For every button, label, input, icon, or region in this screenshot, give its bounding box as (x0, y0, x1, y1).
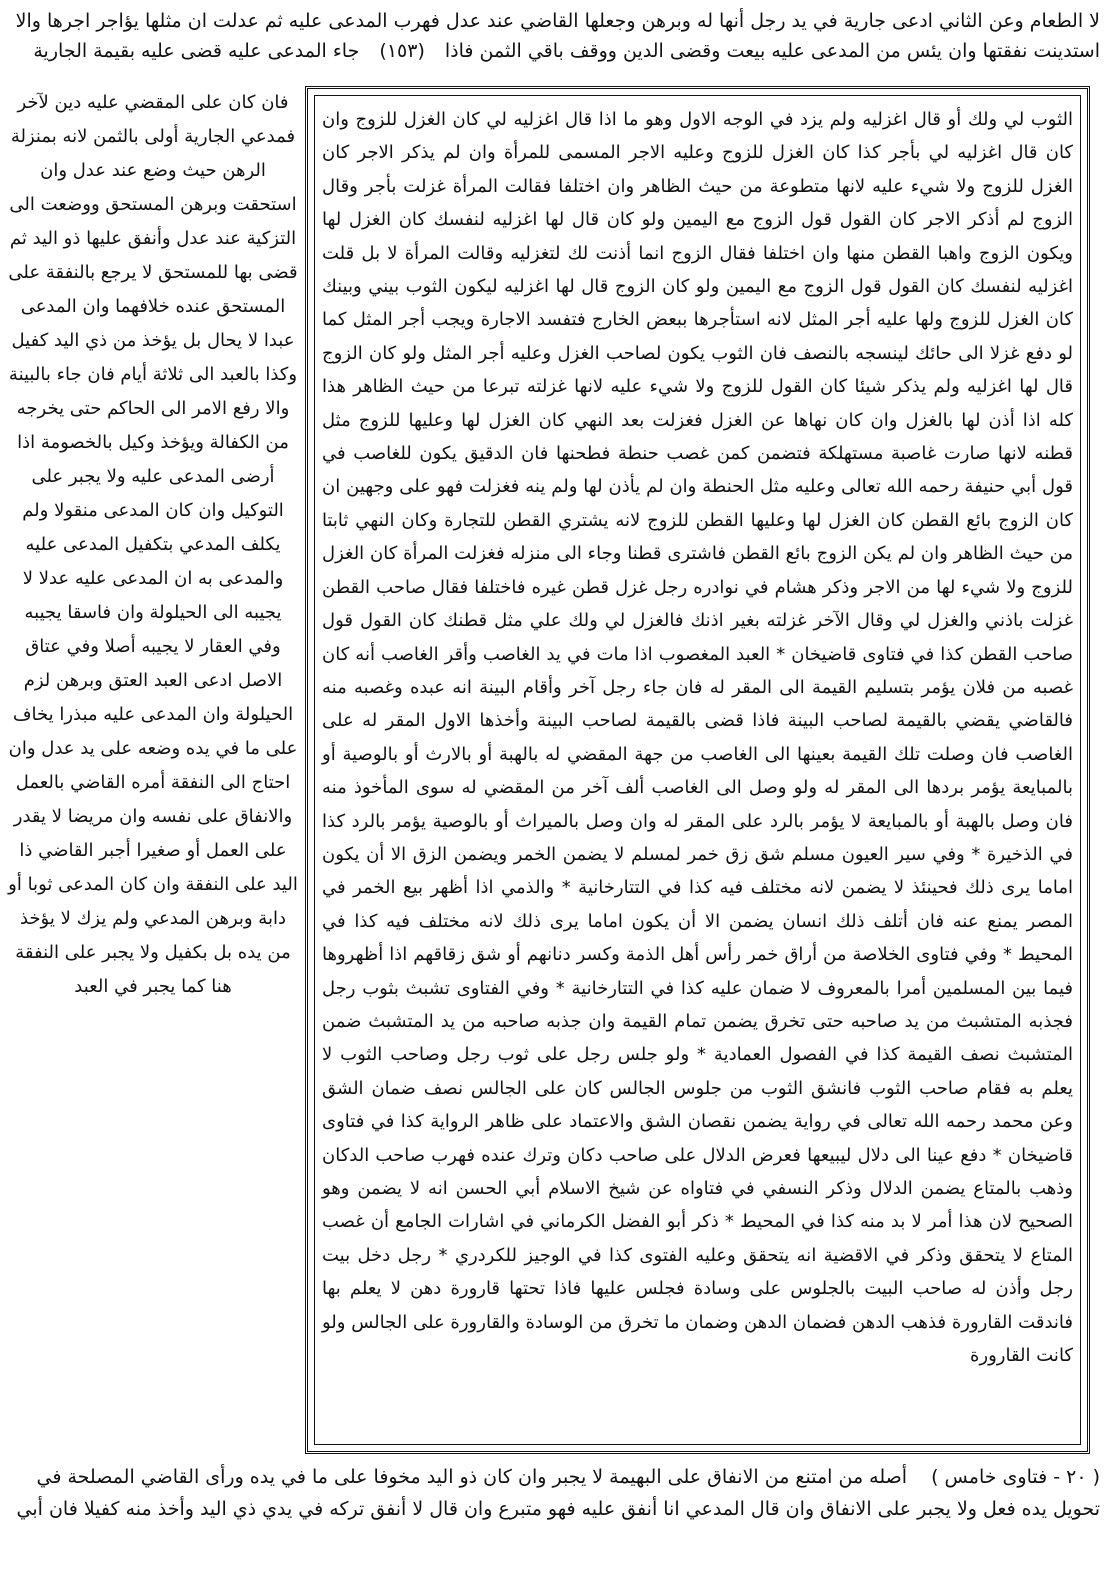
footer-line-1 (36, 1462, 1100, 1492)
main-paragraph: الثوب لي ولك أو قال اغزليه ولم يزد في الوجه الاول وهو ما اذا قال اغزليه لي كان الغزل للزوج وان كان قال اغزليه لي بأجر كذا كان الغزل للزوج وعليه الاجر المسمى للمرأة وان لم يذكر الاجر كان الغزل للزوج ولا شيء عليه لانها متطوعة من حيث الظاهر وان اختلفا فقالت المرأة غزلت بأجر وقال الزوج لم أذكر الاجر كان القول قول الزوج مع اليمين ولو كان قال لها اغزليه لنفسك كان الغزل لها ويكون الزوج واهبا القطن منها وان اختلفا فقال الزوج انما أذنت لك لتغزليه وقالت المرأة لا بل قلت اغزليه لنفسك كان القول قول الزوج مع اليمين ولو كان الزوج قال لها اغزليه ليكون الثوب بيني وبينك كان الغزل للزوج ولها عليه أجر المثل لانه استأجرها ببعض الخارج فتفسد الاجارة ويجب أجر المثل كما لو دفع غزلا الى حائك لينسجه بالنصف فان الثوب يكون لصاحب الغزل وعليه أجر المثل ولو كان الزوج قال لها اغزليه ولم يذكر شيئا كان القول للزوج ولا شيء عليه لانها غزلته تبرعا من حيث الظاهر هذا كله اذا أذن لها بالغزل وان كان نهاها عن الغزل فغزلت بعد النهي كان الغزل لها وعليها للزوج مثل قطنه لانها صارت غاصبة مستهلكة فتضمن كمن غصب حنطة فطحنها فان الدقيق يكون للغاصب في قول أبي حنيفة رحمه الله تعالى وعليه مثل الحنطة وان لم يأذن لها ولم ينه فغزلت فهو على وجهين ان كان الزوج بائع القطن كان الغزل لها وعليها القطن للزوج لانه يشتري القطن للتجارة وكان النهي ثابتا من حيث الظاهر وان لم يكن الزوج بائع القطن فاشترى قطنا وجاء الى منزله فغزلت المرأة كان الغزل للزوج ولا شيء لها من الاجر وذكر هشام في نوادره رجل غزل قطن غيره فاختلفا فقال صاحب القطن غزلت باذني والغزل لي وقال الآخر غزلته بغير اذنك فالغزل لي ولك علي مثل قطنك كان القول قول صاحب القطن كذا في فتاوى قاضيخان * العبد المغصوب اذا مات في يد الغاصب وأقر الغاصب أنه كان غصبه من فلان يؤمر بتسليم القيمة الى المقر له فان جاء رجل آخر وأقام البينة انه عبده وغصبه منه فالقاضي يقضي بالقيمة لصاحب البينة فاذا قضى بالقيمة لصاحب البينة وأخذها الاول المقر له على الغاصب فان وصلت تلك القيمة بعينها الى الغاصب من جهة المقضي له بالهبة أو بالارث أو بالوصية أو بالمبايعة يؤمر بردها الى المقر له ولو وصل الى الغاصب ألف آخر من المقضي له سوى المأخوذ منه فان وصل بالهبة أو بالمبايعة لا يؤمر بالرد على المقر له وان وصل بالميراث أو بالوصية يؤمر بالرد كذا في الذخيرة * وفي سير العيون مسلم شق زق خمر لمسلم لا يضمن الخمر ويضمن الزق الا أن يكون اماما يرى ذلك فحينئذ لا يضمن لانه مختلف فيه كذا في التتارخانية * والذمي اذا أظهر بيع الخمر في المصر يمنع عنه فان أتلف ذلك انسان يضمن الا أن يكون اماما يرى ذلك لانه مختلف فيه كذا في المحيط * وفي فتاوى الخلاصة من أراق خمر رأس أهل الذمة وكسر دنانهم أو شق زقاقهم اذا أظهروها فيما بين المسلمين أمرا بالمعروف لا ضمان عليه كذا في التتارخانية * وفي الفتاوى تشبث بثوب رجل فجذبه المتشبث من يد صاحبه حتى تخرق يضمن تمام القيمة وان جذبه صاحبه من يد المتشبث ضمن المتشبث نصف القيمة كذا في الفصول العمادية * ولو جلس رجل على ثوب رجل وصاحب الثوب لا يعلم به فقام صاحب الثوب فانشق الثوب من جلوس الجالس كان على الجالس نصف ضمان الشق وعن محمد رحمه الله تعالى في رواية يضمن نقصان الشق والاعتماد على ظاهر الرواية كذا في فتاوى قاضيخان * دفع عينا الى دلال ليبيعها فعرض الدلال على صاحب دكان وترك عنده فهرب صاحب الدكان وذهب بالمتاع يضمن الدلال وذكر النسفي في فتاواه عن شيخ الاسلام أبي الحسن انه لا يضمن وهو الصحيح لان هذا أمر لا بد منه كذا في المحيط * ذكر أبو الفضل الكرماني في اشارات الجامع أن غصب المتاع لا يتحقق وذكر في الاقضية انه يتحقق وعليه الفتوى كذا في الوجيز للكردري * رجل دخل بيت رجل وأذن له صاحب البيت بالجلوس على وسادة فجلس عليها فاذا تحتها قارورة دهن لا يعلم بها فاندقت القارورة فذهب الدهن فضمان الدهن وضمان ما تخرق من الوسادة والقارورة على الجالس ولو كانت القارورة (322, 109, 1073, 1367)
printer-signature: ( ٢٠ - فتاوى خامس ) (931, 1466, 1100, 1488)
margin-paragraph: فان كان على المقضي عليه دين لآخر فمدعي الجارية أولى بالثمن لانه بمنزلة الرهن حيث وضع عند عدل وان استحقت وبرهن المستحق ووضعت الى التزكية عند عدل وأنفق عليها ذو اليد ثم قضى بها للمستحق لا يرجع بالنفقة على المستحق عنده خلافهما وان المدعى عبدا لا يحال بل يؤخذ من ذي اليد كفيل وكذا بالعبد الى ثلاثة أيام فان جاء بالبينة والا رفع الامر الى الحاكم حتى يخرجه من الكفالة ويؤخذ وكيل بالخصومة اذا أرضى المدعى عليه ولا يجبر على التوكيل وان كان المدعى منقولا ولم يكلف المدعي بتكفيل المدعى عليه والمدعى به ان المدعى عليه عدلا لا يجيبه الى الحيلولة وان فاسقا يجيبه وفي العقار لا يجيبه أصلا وفي عتاق الاصل ادعى العبد العتق وبرهن لزم الحيلولة وان المدعى عليه مبذرا يخاف على ما في يده وضعه على يد عدل وان احتاج الى النفقة أمره القاضي بالعمل والانفاق على نفسه وان مريضا لا يقدر على العمل أو صغيرا أجبر القاضي ذا اليد على النفقة وان كان المدعى ثوبا أو دابة وبرهن المدعي ولم يزك لا يؤخذ من يده بل بكفيل ولا يجبر على النفقة هنا كما يجبر في العبد (8, 92, 298, 997)
header-line-2-right: استدينت نفقتها وان يئس من المدعى عليه بيعت وقضى الدين ووقف باقي الثمن فاذا (444, 40, 1100, 62)
margin-column (8, 86, 298, 1456)
main-text-body (322, 103, 1073, 1441)
main-text-frame (305, 86, 1090, 1454)
footer-line-1-text: أصله من امتنع من الانفاق على البهيمة لا يجبر وان كان ذو اليد مخوفا على ما في يده ورأى القاضي المصلحة في (36, 1466, 908, 1488)
header-line-1: لا الطعام وعن الثاني ادعى جارية في يد رجل أنها له وبرهن وجعلها القاضي عند عدل فهرب المدعى عليه ثم عدلت ان مثلها يؤاجر اجرها والا (15, 10, 1100, 32)
page-number: (١٥٣) (379, 40, 425, 62)
header-line-2 (33, 36, 1100, 66)
footer-line-2: تحويل يده فعل ولا يجبر على الانفاق وان قال المدعي انا أنفق عليه فهو متبرع وان قال لا أنفق تركه في يدي ذي اليد وأخذ منه كفيلا فان أبي (16, 1498, 1100, 1520)
header-line-2-left: جاء المدعى عليه قضى عليه بقيمة الجارية (33, 40, 360, 62)
